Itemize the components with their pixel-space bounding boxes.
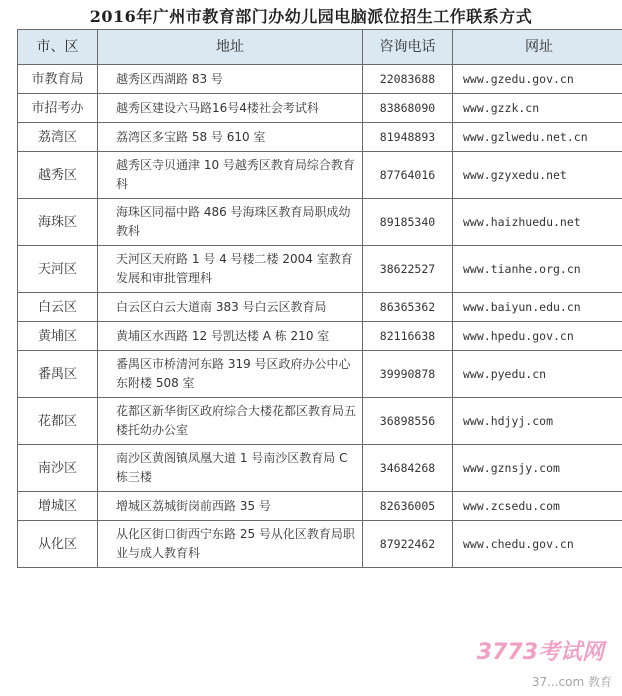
url-cell[interactable]: www.tianhe.org.cn [453, 246, 622, 293]
url-cell[interactable]: www.baiyun.edu.cn [453, 293, 622, 322]
url-cell[interactable]: www.hpedu.gov.cn [453, 322, 622, 351]
phone-cell: 89185340 [363, 199, 453, 246]
phone-cell: 82636005 [363, 492, 453, 521]
table-row [18, 65, 622, 94]
table-row [18, 94, 622, 123]
url-cell[interactable]: www.haizhuedu.net [453, 199, 622, 246]
district-cell: 越秀区 [18, 152, 98, 199]
district-cell: 增城区 [18, 492, 98, 521]
watermark-subtext: 37...com 教育 [531, 675, 612, 689]
district-cell: 天河区 [18, 246, 98, 293]
address-cell: 增城区荔城街岗前西路 35 号 [98, 492, 363, 521]
phone-cell: 36898556 [363, 398, 453, 445]
district-cell: 番禺区 [18, 351, 98, 398]
table-row [18, 199, 622, 246]
header-phone: 咨询电话 [363, 30, 453, 65]
phone-cell: 81948893 [363, 123, 453, 152]
phone-cell: 38622527 [363, 246, 453, 293]
phone-cell: 87764016 [363, 152, 453, 199]
page-title: 2016年广州市教育部门办幼儿园电脑派位招生工作联系方式 [89, 7, 533, 26]
phone-cell: 22083688 [363, 65, 453, 94]
address-cell: 海珠区同福中路 486 号海珠区教育局职成幼教科 [98, 199, 363, 246]
table-row [18, 445, 622, 492]
watermark-logo: 3773考试网 [476, 640, 604, 665]
address-cell: 越秀区寺贝通津 10 号越秀区教育局综合教育科 [98, 152, 363, 199]
url-cell[interactable]: www.pyedu.cn [453, 351, 622, 398]
header-district: 市、区 [18, 30, 98, 65]
url-cell[interactable]: www.gzyxedu.net [453, 152, 622, 199]
phone-cell: 34684268 [363, 445, 453, 492]
table-header-row [18, 30, 622, 65]
header-url: 网址 [453, 30, 622, 65]
table-row [18, 152, 622, 199]
table-row [18, 521, 622, 568]
phone-cell: 86365362 [363, 293, 453, 322]
phone-cell: 82116638 [363, 322, 453, 351]
district-cell: 市招考办 [18, 94, 98, 123]
phone-cell: 87922462 [363, 521, 453, 568]
address-cell: 越秀区西湖路 83 号 [98, 65, 363, 94]
district-cell: 海珠区 [18, 199, 98, 246]
address-cell: 天河区天府路 1 号 4 号楼二楼 2004 室教育发展和审批管理科 [98, 246, 363, 293]
url-cell[interactable]: www.hdjyj.com [453, 398, 622, 445]
url-cell[interactable]: www.gzzk.cn [453, 94, 622, 123]
address-cell: 番禺区市桥清河东路 319 号区政府办公中心东附楼 508 室 [98, 351, 363, 398]
address-cell: 南沙区黄阁镇凤凰大道 1 号南沙区教育局 C 栋三楼 [98, 445, 363, 492]
table-row [18, 246, 622, 293]
district-cell: 荔湾区 [18, 123, 98, 152]
district-cell: 白云区 [18, 293, 98, 322]
address-cell: 花都区新华街区政府综合大楼花都区教育局五楼托幼办公室 [98, 398, 363, 445]
phone-cell: 83868090 [363, 94, 453, 123]
district-cell: 从化区 [18, 521, 98, 568]
table-row [18, 351, 622, 398]
district-cell: 南沙区 [18, 445, 98, 492]
address-cell: 越秀区建设六马路16号4楼社会考试科 [98, 94, 363, 123]
url-cell[interactable]: www.gznsjy.com [453, 445, 622, 492]
table-row [18, 123, 622, 152]
table-row [18, 398, 622, 445]
contact-table [17, 29, 622, 568]
table-row [18, 322, 622, 351]
district-cell: 黄埔区 [18, 322, 98, 351]
url-cell[interactable]: www.gzlwedu.net.cn [453, 123, 622, 152]
address-cell: 白云区白云大道南 383 号白云区教育局 [98, 293, 363, 322]
address-cell: 黄埔区水西路 12 号凯达楼 A 栋 210 室 [98, 322, 363, 351]
district-cell: 市教育局 [18, 65, 98, 94]
phone-cell: 39990878 [363, 351, 453, 398]
address-cell: 荔湾区多宝路 58 号 610 室 [98, 123, 363, 152]
table-row [18, 492, 622, 521]
district-cell: 花都区 [18, 398, 98, 445]
url-cell[interactable]: www.zcsedu.com [453, 492, 622, 521]
table-row [18, 293, 622, 322]
address-cell: 从化区街口街西宁东路 25 号从化区教育局职业与成人教育科 [98, 521, 363, 568]
header-address: 地址 [98, 30, 363, 65]
url-cell[interactable]: www.chedu.gov.cn [453, 521, 622, 568]
url-cell[interactable]: www.gzedu.gov.cn [453, 65, 622, 94]
